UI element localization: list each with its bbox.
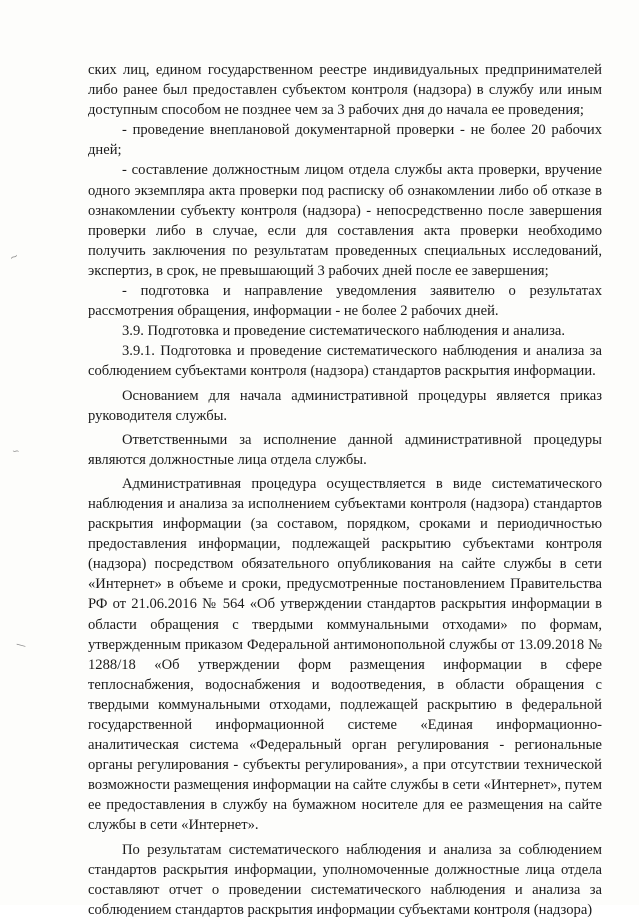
- margin-mark: ∽: [12, 447, 20, 457]
- paragraph: - подготовка и направление уведомления заявителю о результатах рассмотрения обращения, информации - не более 2 рабочих дней.: [88, 283, 602, 320]
- document-body: [88, 60, 602, 920]
- paragraph: Ответственными за исполнение данной административной процедуры являются должностные лица отдела службы.: [88, 431, 602, 468]
- paragraph: По результатам систематического наблюдения и анализа за соблюдением стандартов раскрытия информации, уполномоченные должностные лица отдела составляют отчет о проведении систематического наблюдения и анализа за соблюдением стандартов раскрытия информации субъектами контроля (надзора): [88, 841, 602, 918]
- margin-mark: —: [14, 638, 28, 653]
- subsection-heading: 3.9.1. Подготовка и проведение систематического наблюдения и анализа за соблюдением субъектами контроля (надзора) стандартов раскрытия информации.: [88, 343, 602, 380]
- paragraph: - составление должностным лицом отдела службы акта проверки, вручение одного экземпляра акта проверки под расписку об ознакомлении либо об отказе в ознакомлении субъекту контроля (надзора) - непосредственно после завершения проверки либо в случае, если для составления акта проверки необходимо получить заключения по результатам проведенных специальных исследований, экспертиз, в срок, не превышающий 3 рабочих дней после ее завершения;: [88, 162, 602, 279]
- paragraph: Административная процедура осуществляется в виде систематического наблюдения и анализа за исполнением субъектами контроля (надзора) стандартов раскрытия информации (за составом, порядком, сроками и периодичностью предоставления информации, подлежащей раскрытию субъектами контроля (надзора) посредством обязательного опубликования на сайте службы в сети «Интернет» в объеме и сроки, предусмотренные постановлением Правительства РФ от 21.06.2016 № 564 «Об утверждении стандартов раскрытия информации в области обращения с твердыми коммунальными отходами» по формам, утвержденным приказом Федеральной антимонопольной службы от 13.09.2018 № 1288/18 «Об утверждении форм размещения информации в сфере теплоснабжения, водоснабжения и водоотведения, в области обращения с твердыми коммунальными отходами, подлежащей раскрытию в федеральной государственной информационной системе «Единая информационно-аналитическая система «Федеральный орган регулирования - региональные органы регулирования - субъекты регулирования», а при отсутствии технической возможности размещения информации на сайте службы в сети «Интернет», путем ее предоставления в службу на бумажном носителе для ее размещения на сайте службы в сети «Интернет».: [88, 475, 602, 834]
- paragraph: - проведение внеплановой документарной проверки - не более 20 рабочих дней;: [88, 122, 602, 159]
- paragraph: Основанием для начала административной процедуры является приказ руководителя службы.: [88, 387, 602, 424]
- margin-mark: ~: [8, 250, 21, 265]
- section-heading: 3.9. Подготовка и проведение систематического наблюдения и анализа.: [122, 323, 565, 340]
- paragraph: ских лиц, едином государственном реестре индивидуальных предпринимателей либо ранее был предоставлен субъектом контроля (надзора) в службу или иным доступным способом не позднее чем за 3 рабочих дня до начала ее проведения;: [88, 62, 602, 119]
